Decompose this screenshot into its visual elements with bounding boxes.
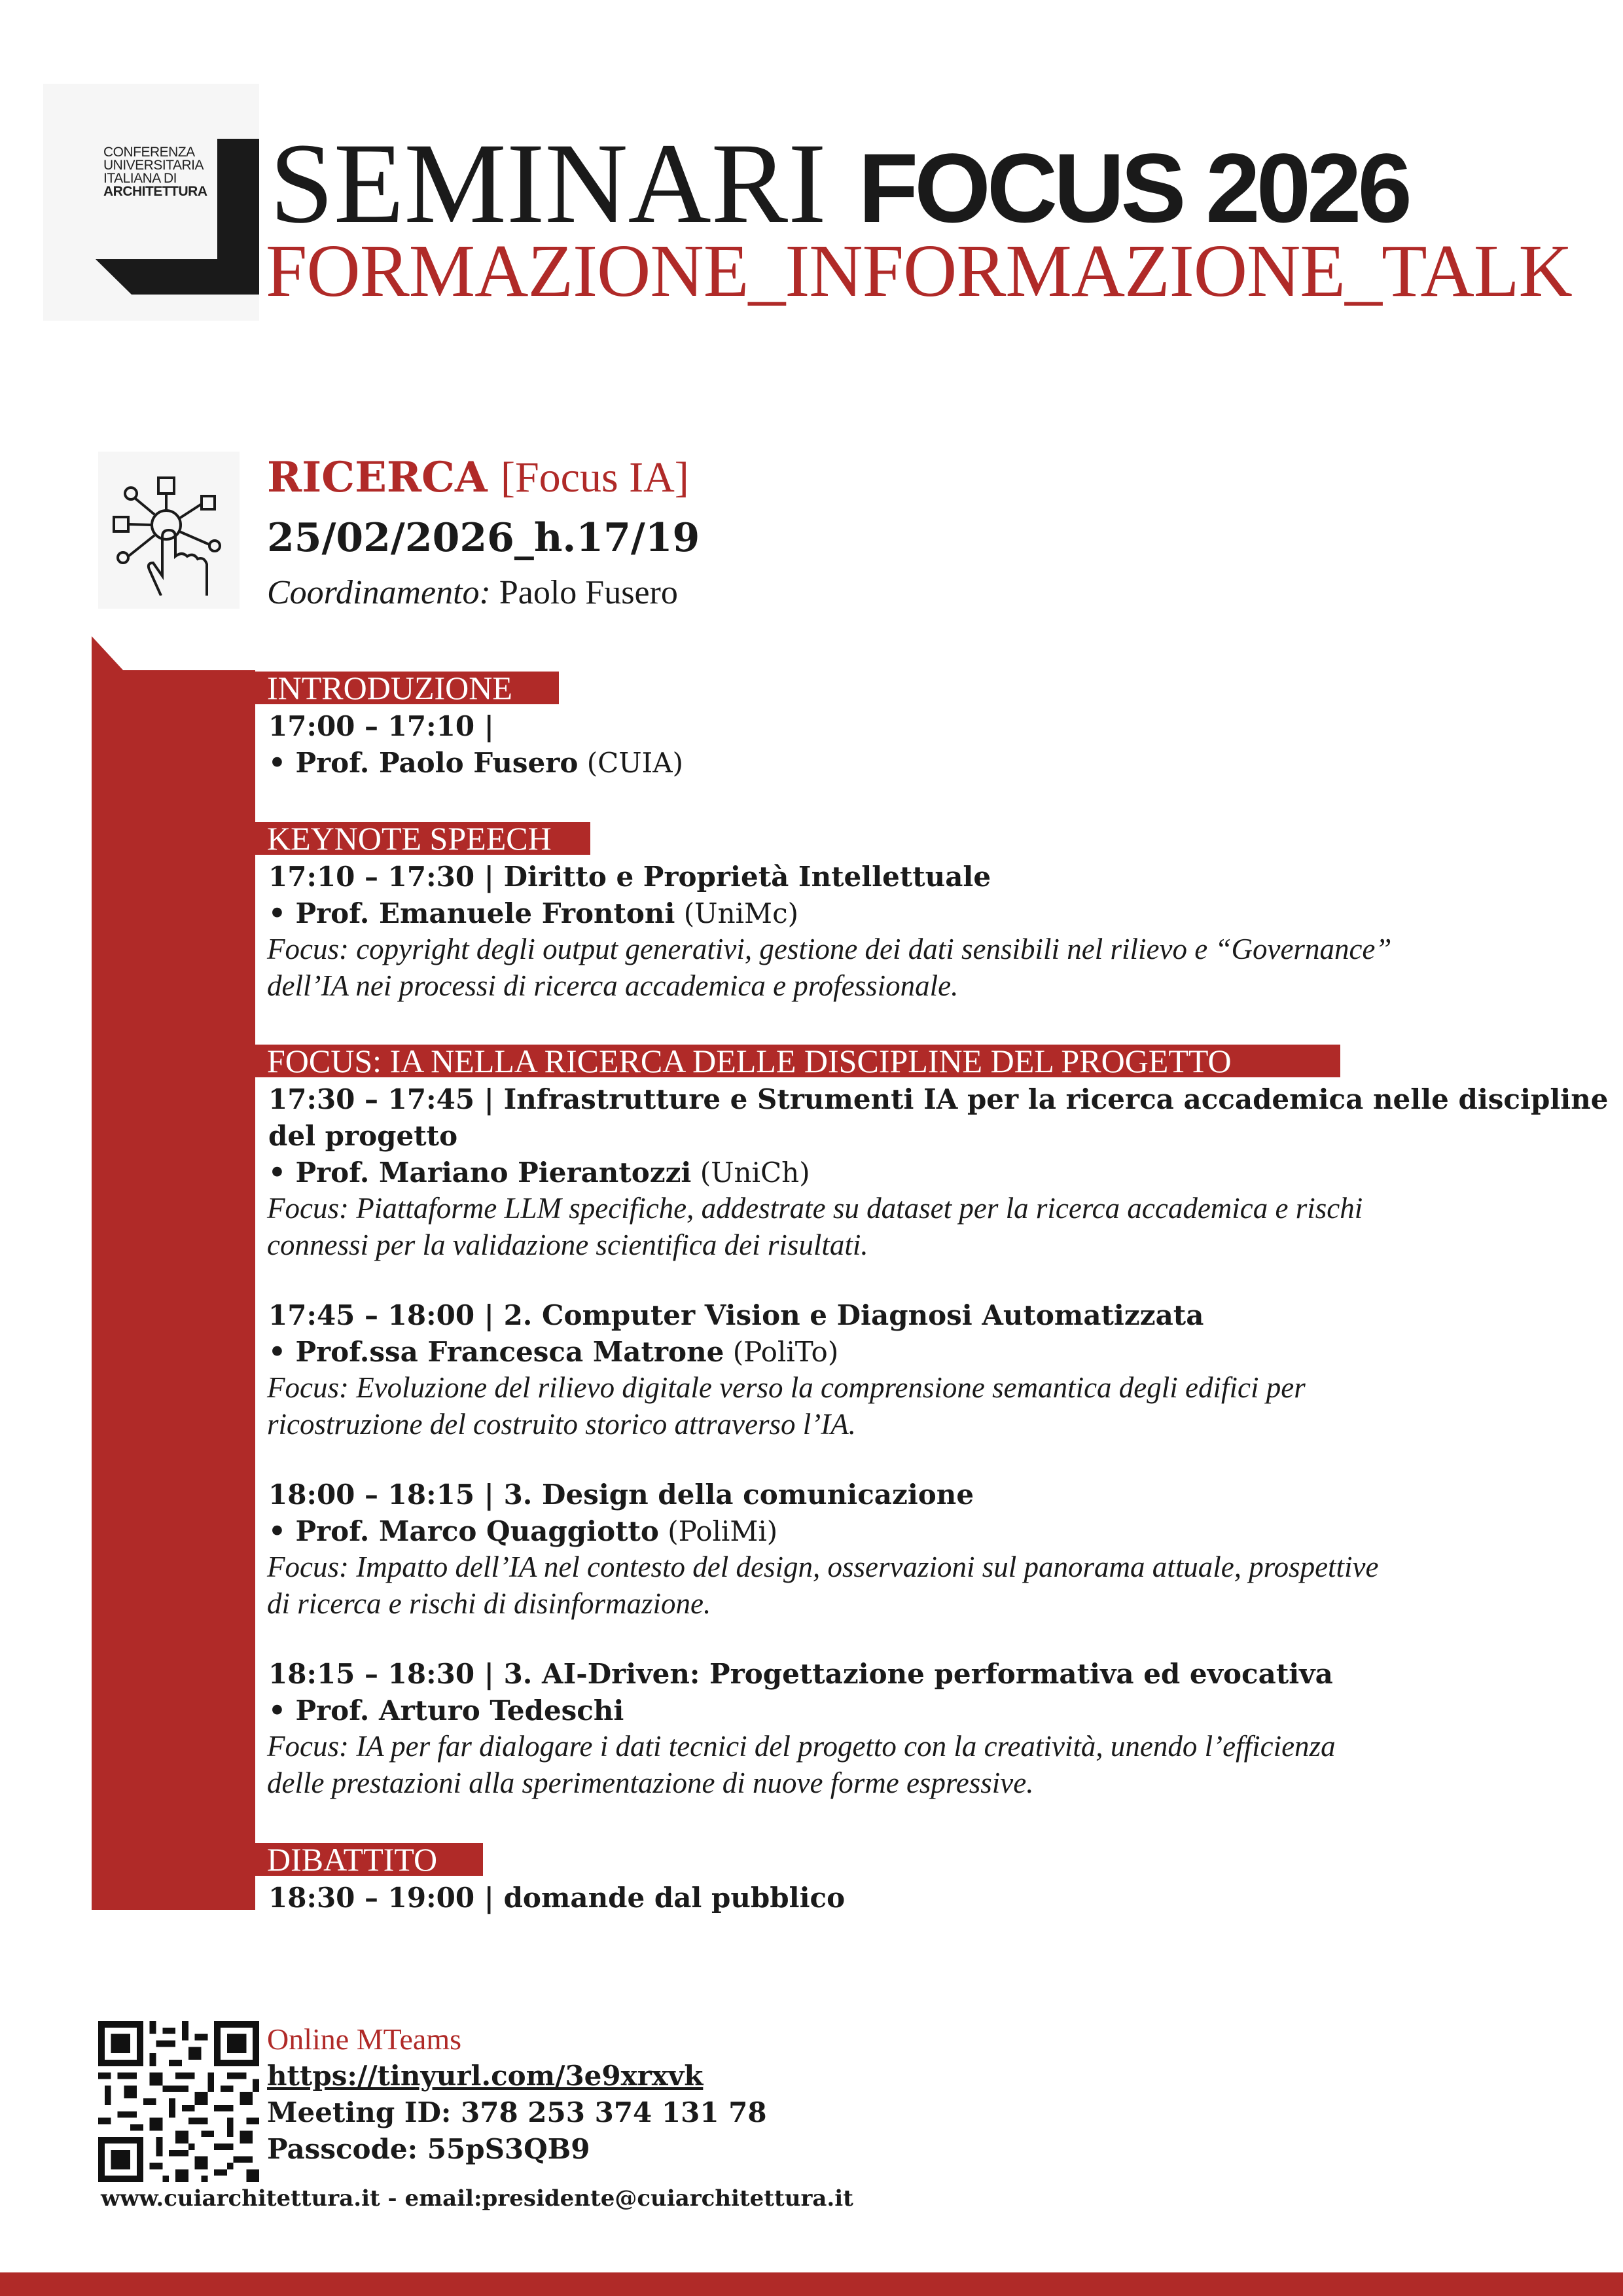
debate-time [268,1880,845,1916]
qr-code-icon[interactable] [98,2021,259,2182]
intro-speaker-name: • Prof. Paolo Fusero [268,747,579,779]
meeting-link[interactable]: https://tinyurl.com/3e9xrxvk [267,2060,704,2092]
red-band-cap [92,636,255,672]
logo-bracket-horizontal [96,259,259,295]
keynote-focus-1: Focus: copyright degli output generativi, gestione dei dati sensibili nel rilievo e “Governance” [267,933,1392,965]
heading-keynote: KEYNOTE SPEECH [255,822,590,855]
talk-4-time [268,1656,1333,1693]
talk-2-affiliation: (PoliTo) [732,1336,839,1368]
logo-line: ITALIANA DI [103,171,177,186]
talk-2-focus-1: Focus: Evoluzione del rilievo digitale verso la comprensione semantica degli edifici per [267,1371,1306,1404]
coordination [267,567,678,619]
red-band [92,670,255,1910]
talk-1-speaker [268,1155,810,1191]
keynote-time-text: 17:10 – 17:30 | Diritto e Proprietà Intellettuale [268,861,991,893]
section-name: RICERCA [267,453,488,502]
intro-affiliation: (CUIA) [586,747,683,779]
talk-1-time [268,1081,1609,1118]
online-label: Online MTeams [267,2022,462,2056]
talk-4-speaker-name: • Prof. Arturo Tedeschi [268,1695,624,1727]
intro-time [268,708,494,745]
page-title [270,120,1408,247]
talk-4-title: 18:15 – 18:30 | 3. AI-Driven: Progettazione performativa ed evocativa [268,1658,1333,1690]
coordination-name: Paolo Fusero [499,574,678,611]
heading-introduzione: INTRODUZIONE [255,672,559,704]
logo-text [103,146,207,198]
talk-3-speaker [268,1513,777,1550]
network-hand-icon [98,452,240,609]
section-title [267,452,689,504]
talk-3-speaker-name: • Prof. Marco Quaggiotto [268,1515,659,1547]
section-date: 25/02/2026_h.17/19 [267,515,700,561]
title-focus-2026: FOCUS 2026 [858,133,1408,243]
talk-3-affiliation: (PoliMi) [668,1515,778,1547]
talk-1-affiliation: (UniCh) [700,1157,810,1189]
debate-time-text: 18:30 – 19:00 | domande dal pubblico [268,1882,846,1914]
heading-dibattito: DIBATTITO [255,1843,483,1876]
logo-line: ARCHITETTURA [103,184,207,199]
keynote-affiliation: (UniMc) [683,897,798,929]
talk-2-focus-2: ricostruzione del costruito storico attraverso l’IA. [267,1408,856,1441]
talk-4-speaker [268,1693,624,1729]
talk-4-focus-1: Focus: IA per far dialogare i dati tecnici del progetto con la creatività, unendo l’efficienza [267,1730,1336,1763]
talk-3-focus-2: di ricerca e rischi di disinformazione. [267,1587,711,1620]
logo-line: CONFERENZA [103,145,195,160]
keynote-speaker [268,895,798,932]
talk-1-title-1: 17:30 – 17:45 | Infrastrutture e Strumenti IA per la ricerca accademica nelle discipline [268,1083,1609,1115]
talk-1-focus-1: Focus: Piattaforme LLM specifiche, addestrate su dataset per la ricerca accademica e rischi [267,1192,1363,1225]
keynote-focus-2: dell’IA nei processi di ricerca accademica e professionale. [267,969,959,1002]
talk-3-focus-1: Focus: Impatto dell’IA nel contesto del design, osservazioni sul panorama attuale, prospettive [267,1551,1379,1583]
talk-4-focus-2: delle prestazioni alla sperimentazione di nuove forme espressive. [267,1767,1034,1799]
cuia-logo [43,84,259,321]
keynote-speaker-name: • Prof. Emanuele Frontoni [268,897,675,929]
talk-2-speaker [268,1334,838,1371]
logo-line: UNIVERSITARIA [103,158,204,173]
footer-contacts[interactable]: www.cuiarchitettura.it - email:presidente@cuiarchitettura.it [101,2185,853,2212]
heading-focus: FOCUS: IA NELLA RICERCA DELLE DISCIPLINE DEL PROGETTO [255,1045,1340,1077]
talk-1-title-2: del progetto [268,1120,458,1152]
talk-2-time [268,1297,1204,1334]
bottom-bar [0,2272,1623,2296]
section-tag: [Focus IA] [500,454,689,501]
intro-speaker [268,745,683,781]
talk-3-time [268,1477,974,1513]
talk-3-title: 18:00 – 18:15 | 3. Design della comunicazione [268,1479,974,1511]
talk-2-speaker-name: • Prof.ssa Francesca Matrone [268,1336,724,1368]
keynote-time [268,859,991,895]
talk-1-time-cont [268,1118,457,1155]
meeting-passcode: Passcode: 55pS3QB9 [267,2133,590,2165]
title-seminari: SEMINARI [270,120,827,247]
talk-2-title: 17:45 – 18:00 | 2. Computer Vision e Diagnosi Automatizzata [268,1299,1204,1331]
page-subtitle: FORMAZIONE_INFORMAZIONE_TALK [266,229,1572,312]
talk-1-speaker-name: • Prof. Mariano Pierantozzi [268,1157,692,1189]
meeting-id: Meeting ID: 378 253 374 131 78 [267,2096,767,2128]
coordination-label: Coordinamento: [267,574,491,611]
intro-time-text: 17:00 – 17:10 | [268,710,494,742]
talk-1-focus-2: connessi per la validazione scientifica dei risultati. [267,1229,868,1261]
